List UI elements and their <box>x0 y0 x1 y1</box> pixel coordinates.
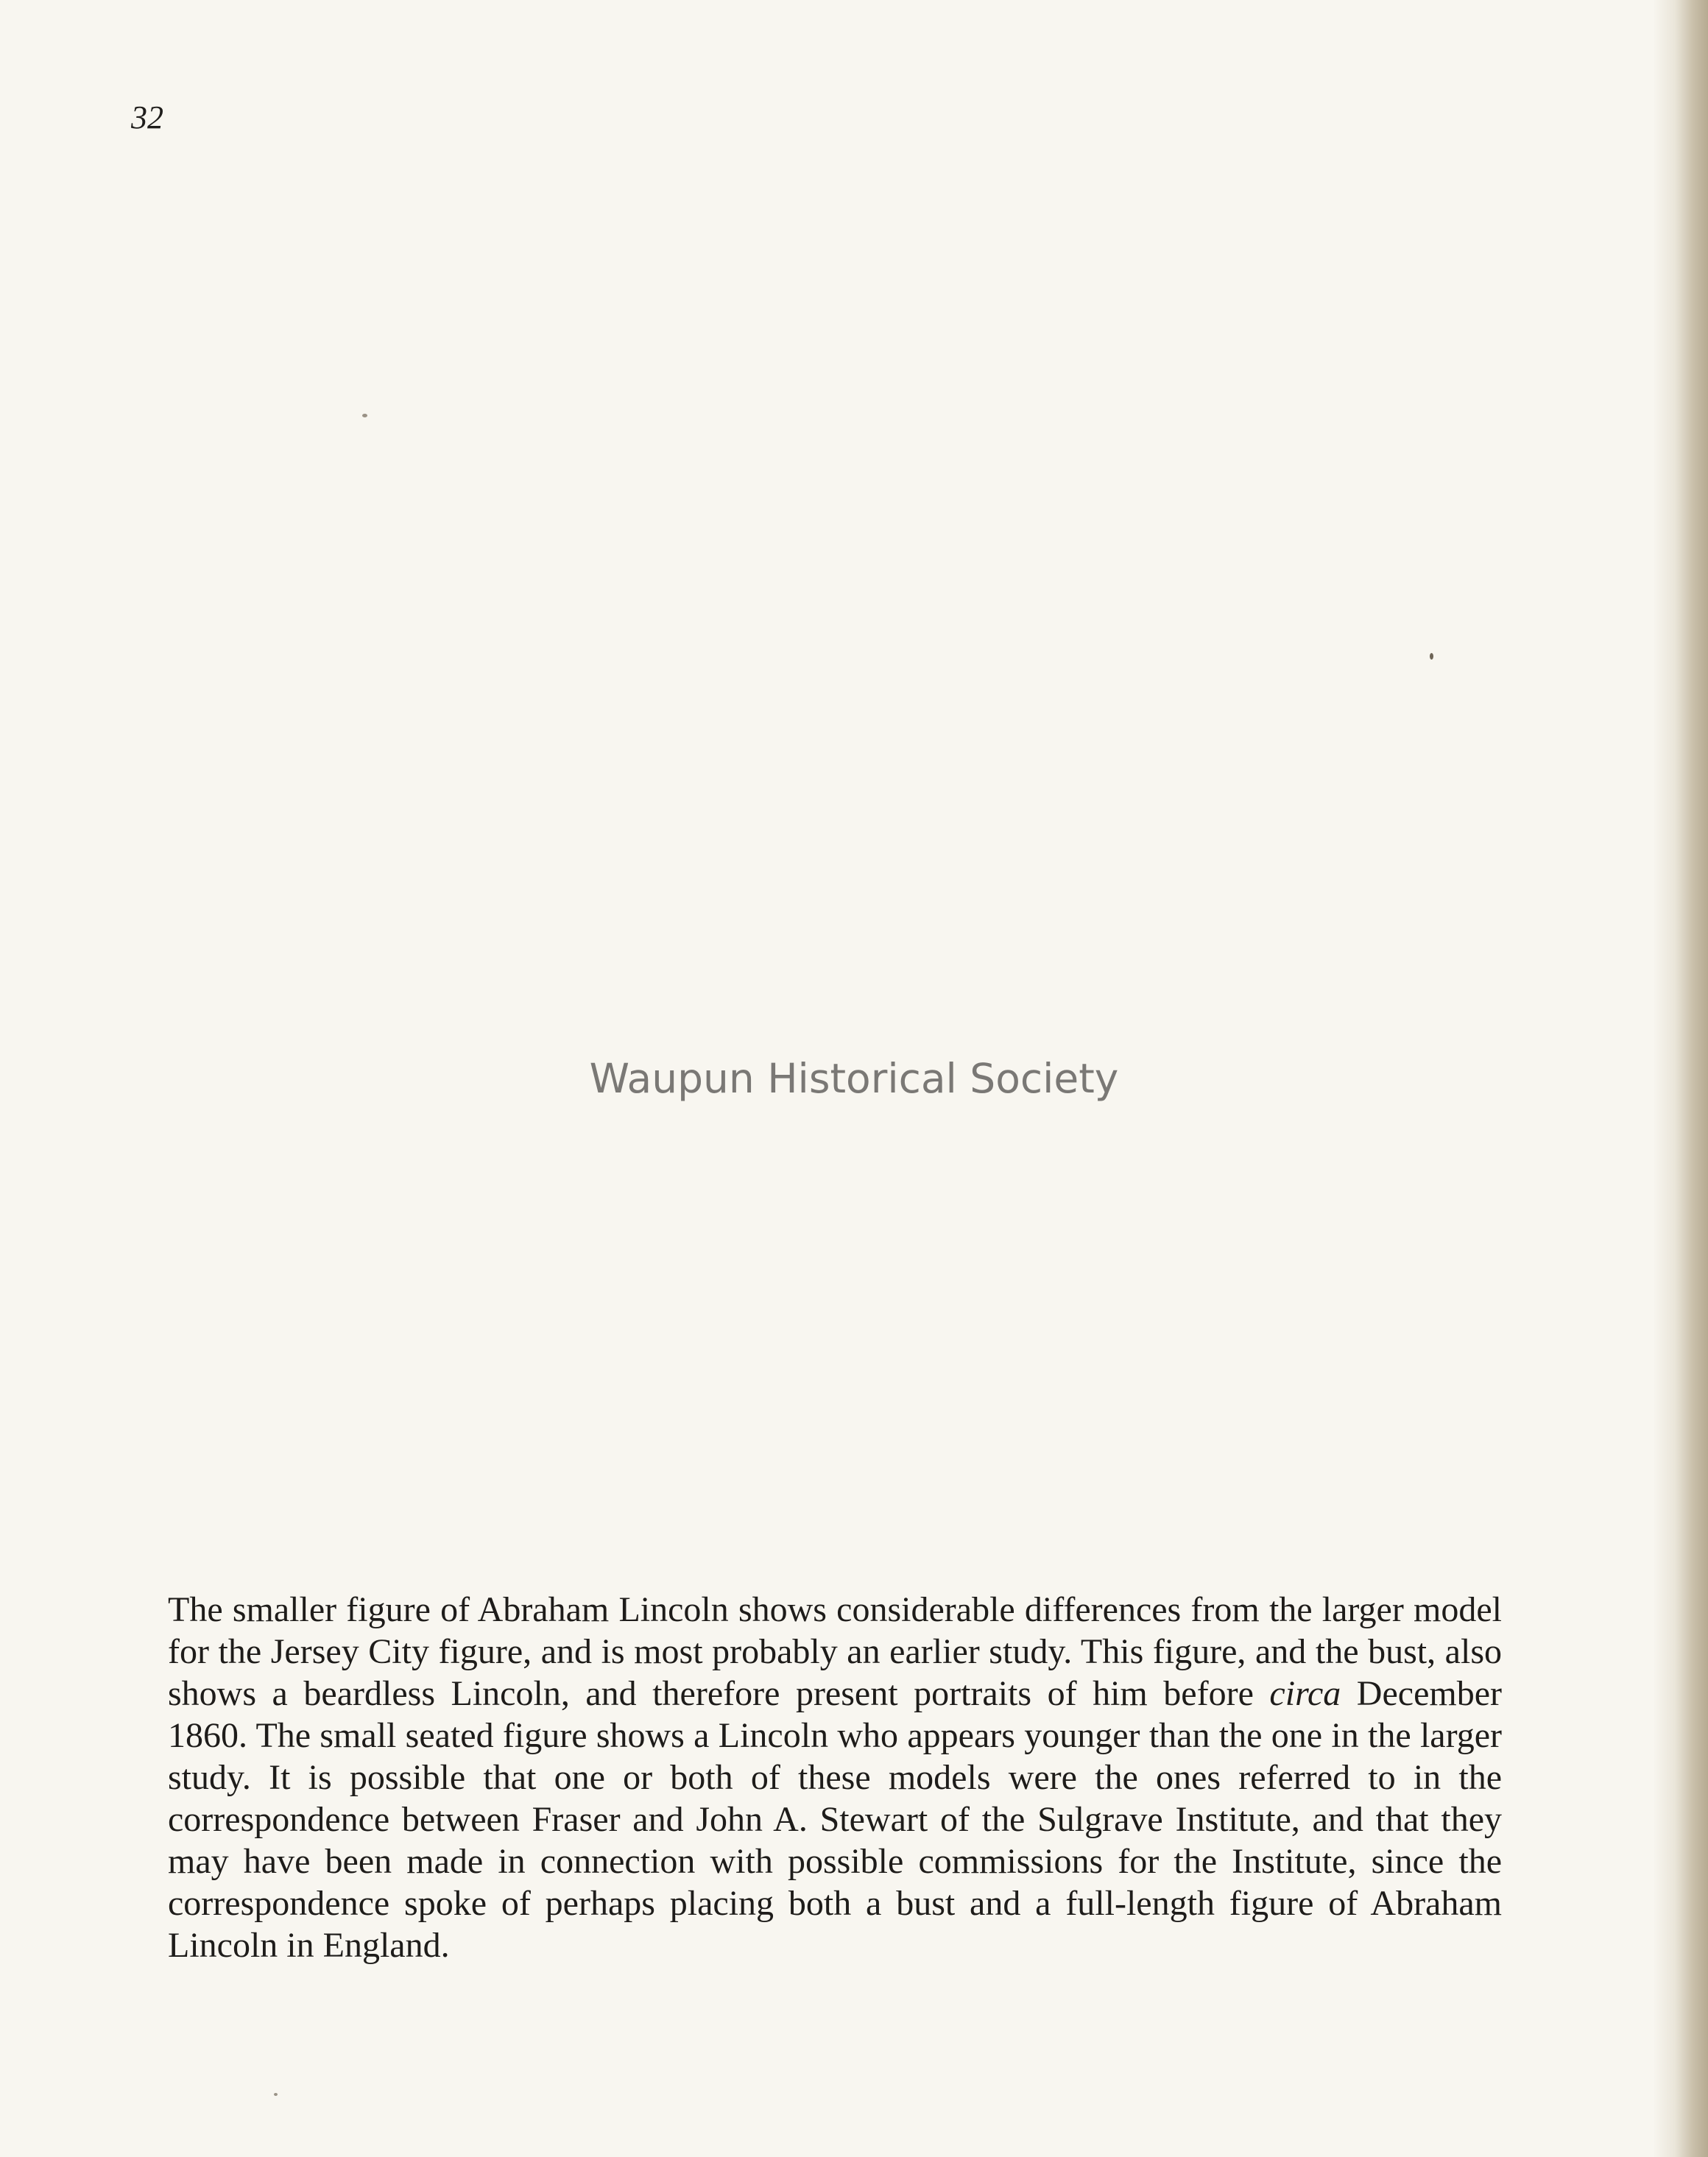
watermark: Waupun Historical Society <box>589 1055 1119 1102</box>
paper-speck <box>1430 653 1433 660</box>
body-paragraph <box>168 1589 1502 1966</box>
paragraph-text-start: The smaller figure of Abraham Lincoln shows considerable differences from the larger model for the Jersey City figure, and is most probably an earlier study. This figure, and the bust, also shows a beardless Lincoln, and therefore present portraits of him before <box>168 1590 1502 1713</box>
paper-speck <box>362 414 367 417</box>
paragraph-text-end: December 1860. The small seated figure shows a Lincoln who appears younger than the one in the larger study. It is possible that one or both of these models were the ones referred to in the correspondence between Fraser and John A. Stewart of the Sulgrave Institute, and that they may have been made in connection with possible commissions for the Institute, since the correspondence spoke of perhaps placing both a bust and a full-length figure of Abraham Lincoln in England. <box>168 1674 1503 1965</box>
paper-speck <box>274 2093 278 2096</box>
page-number: 32 <box>131 99 163 135</box>
paragraph-emphasis: circa <box>1269 1674 1341 1713</box>
